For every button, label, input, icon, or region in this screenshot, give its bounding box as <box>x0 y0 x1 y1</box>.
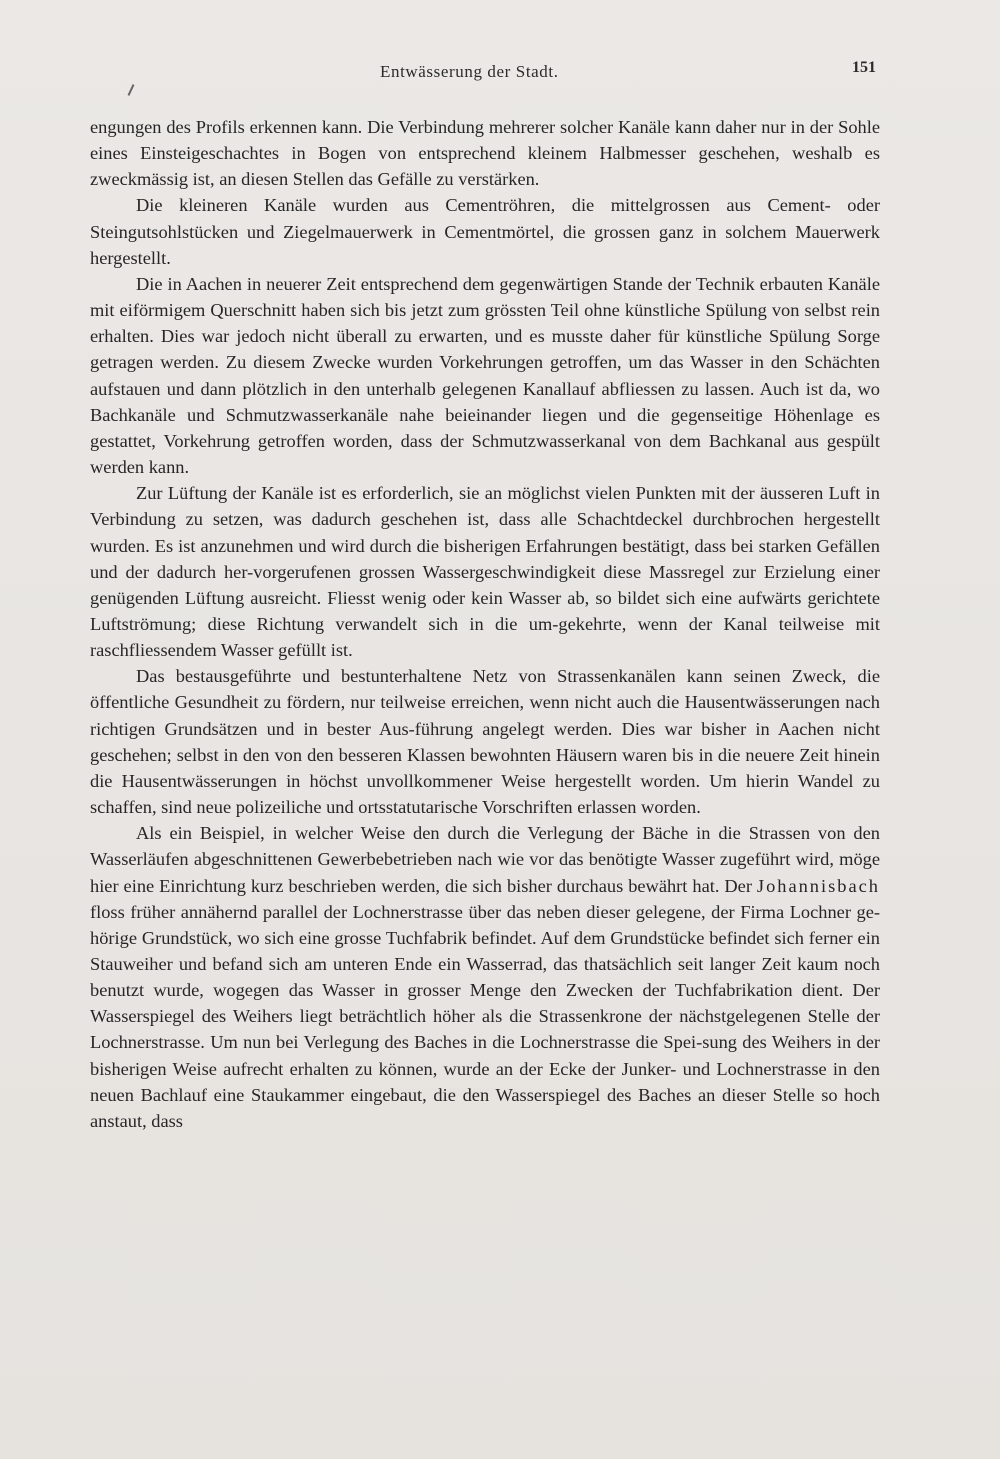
paragraph-2: Die kleineren Kanäle wurden aus Cementröhren, die mittelgrossen aus Cement- oder Steingutsohlstücken und Ziegelmauerwerk in Cementmörtel, die grossen ganz in solchem Mauerwerk hergestellt. <box>90 195 880 268</box>
paragraph-1: engungen des Profils erkennen kann. Die Verbindung mehrerer solcher Kanäle kann daher nur in der Sohle eines Einsteigeschachtes in Bogen von entsprechend kleinem Halbmesser geschehen, weshalb es zweckmässig ist, an diesen Stellen das Gefälle zu verstärken. <box>90 117 880 190</box>
page-header <box>0 59 1000 92</box>
paragraph-6-start: Als ein Beispiel, in welcher Weise den durch die Verlegung der Bäche in die Strassen von den Wasserläufen abgeschnittenen Gewerbebetrieben nach wie vor das benötigte Wasser zugeführt wird, möge hier eine Einrichtung kurz beschrieben werden, die sich bisher durchaus bewährt hat. Der <box>90 823 880 896</box>
running-title: Entwässerung der Stadt. <box>380 62 559 81</box>
spaced-name-johannisbach: Johannisbach <box>756 875 880 896</box>
paragraph-6-end: floss früher annähernd parallel der Lochnerstrasse über das neben dieser gelegene, der Firma Lochner ge-hörige Grundstück, wo sich eine grosse Tuchfabrik befindet. Auf dem Grundstücke befindet sich ferner ein Stauweiher und befand sich am unteren Ende ein Wasserrad, das thatsächlich seit langer Zeit kaum noch benutzt wurde, wogegen das Wasser in grosser Menge den Zwecken der Tuchfabrikation dient. Der Wasserspiegel des Weihers liegt beträchtlich höher als die Strassenkrone der nächstgelegenen Stelle der Lochnerstrasse. Um nun bei Verlegung des Baches in die Lochnerstrasse die Spei-sung des Weihers in der bisherigen Weise aufrecht erhalten zu können, wurde an der Ecke der Junker- und Lochnerstrasse in den neuen Bachlauf eine Staukammer eingebaut, die den Wasserspiegel des Baches an dieser Stelle so hoch anstaut, dass <box>90 901 880 1131</box>
paragraph-5: Das bestausgeführte und bestunterhaltene Netz von Strassenkanälen kann seinen Zweck, die öffentliche Gesundheit zu fördern, nur teilweise erreichen, wenn nicht auch die Hausentwässerungen nach richtigen Grundsätzen und in bester Aus-führung angelegt werden. Dies war bisher in Aachen nicht geschehen; selbst in den von den besseren Klassen bewohnten Häusern waren bis in die neuere Zeit hinein die Hausentwässerungen in höchst unvollkommener Weise hergestellt worden. Um hierin Wandel zu schaffen, sind neue polizeiliche und ortsstatutarische Vorschriften erlassen worden. <box>90 666 880 818</box>
body-text <box>90 114 880 1134</box>
paragraph-3: Die in Aachen in neuerer Zeit entsprechend dem gegenwärtigen Stande der Technik erbauten Kanäle mit eiförmigem Querschnitt haben sich bis jetzt zum grössten Teil ohne künstliche Spülung von selbst rein erhalten. Dies war jedoch nicht überall zu erwarten, und es musste daher für künstliche Spülung Sorge getragen werden. Zu diesem Zwecke wurden Vorkehrungen getroffen, um das Wasser in den Schächten aufstauen und dann plötzlich in den unterhalb gelegenen Kanallauf abfliessen zu lassen. Auch ist da, wo Bachkanäle und Schmutzwasserkanäle nahe beieinander liegen und die gegenseitige Höhenlage es gestattet, Vorkehrung getroffen worden, dass der Schmutzwasserkanal von dem Bachkanal aus gespült werden kann. <box>90 273 880 478</box>
paragraph-4: Zur Lüftung der Kanäle ist es erforderlich, sie an möglichst vielen Punkten mit der äusseren Luft in Verbindung zu setzen, was dadurch geschehen ist, dass alle Schachtdeckel durchbrochen hergestellt wurden. Es ist anzunehmen und wird durch die bisherigen Erfahrungen bestätigt, dass bei starken Gefällen und der dadurch her-vorgerufenen grossen Wassergeschwindigkeit diese Massregel zur Erzielung einer genügenden Lüftung ausreicht. Fliesst wenig oder kein Wasser ab, so bildet sich eine aufwärts gerichtete Luftströmung; diese Richtung verwandelt sich in die um-gekehrte, wenn der Kanal teilweise mit raschfliessendem Wasser gefüllt ist. <box>90 483 880 661</box>
page-number: 151 <box>852 59 876 76</box>
paragraph-6 <box>90 820 880 1134</box>
